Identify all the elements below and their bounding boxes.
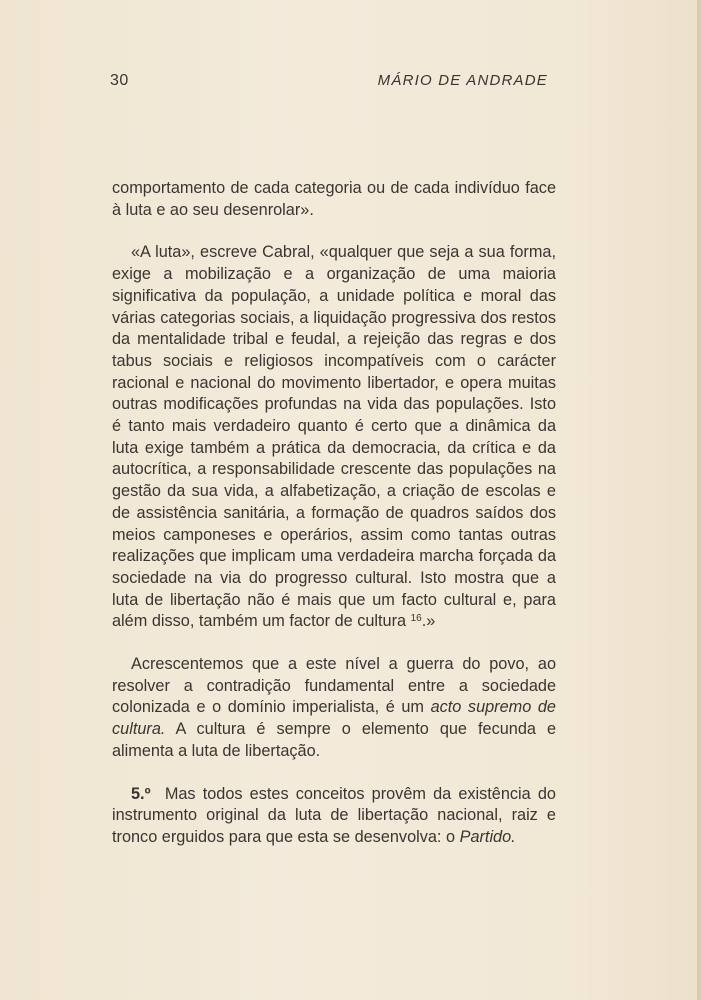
culture-text-end: A cultura é sempre o elemento que fecunda e alimenta a luta de libertação. <box>112 720 556 760</box>
page-edge <box>697 0 701 1000</box>
quote-end: .» <box>421 612 436 631</box>
section-number: 5.º <box>131 784 151 803</box>
paragraph-gap <box>112 633 556 654</box>
paragraph-party <box>112 784 556 849</box>
paragraph-quote <box>112 242 556 633</box>
culture-text-start: Acrescentemos que a este nível a guerra do povo, ao resolver a contradição fundamental entre a sociedade colonizada e o domínio imperialista, é um <box>112 655 556 717</box>
page-number: 30 <box>110 72 129 89</box>
paragraph-gap <box>112 763 556 784</box>
quote-text: «A luta», escreve Cabral, «qualquer que seja a sua forma, exige a mobilização e a organização de uma maioria significativa da população, a unidade política e moral das várias categorias sociais, a liquidação progressiva dos restos da mentalidade tribal e feudal, a rejeição das regras e dos tabus sociais e religiosos incompatíveis com o carácter racional e nacional do movimento libertador, e opera muitas outras modificações profundas na vida das populações. Isto é tanto mais verdadeiro quanto é certo que a dinâmica da luta exige também a prática da democracia, da crítica e da autocrítica, a responsabilidade crescente das populações na gestão da sua vida, a alfabetização, a criação de escolas e de assistência sanitária, a formação de quadros saídos dos meios camponeses e operários, assim como tantas outras realizações que implicam uma verdadeira marcha forçada da sociedade na via do progresso cultural. Isto mostra que a luta de libertação não é mais que um facto cultural e, para além disso, também um factor de cultura <box>112 243 556 631</box>
body-text <box>112 178 556 849</box>
paragraph-continuation: comportamento de cada categoria ou de cada indivíduo face à luta e ao seu desenrolar». <box>112 179 556 219</box>
paragraph-culture <box>112 654 556 763</box>
footnote-ref: 16 <box>410 613 422 625</box>
party-text: Mas todos estes conceitos provêm da existência do instrumento original da luta de libertação nacional, raiz e tronco erguidos para que esta se desenvolva: o <box>112 784 556 846</box>
culture-emphasis: acto supremo de cultura. <box>112 698 556 739</box>
paragraph-gap <box>112 221 556 242</box>
running-head: MÁRIO DE ANDRADE <box>377 72 548 89</box>
page-header <box>110 72 548 94</box>
party-emphasis: Partido. <box>459 827 516 846</box>
